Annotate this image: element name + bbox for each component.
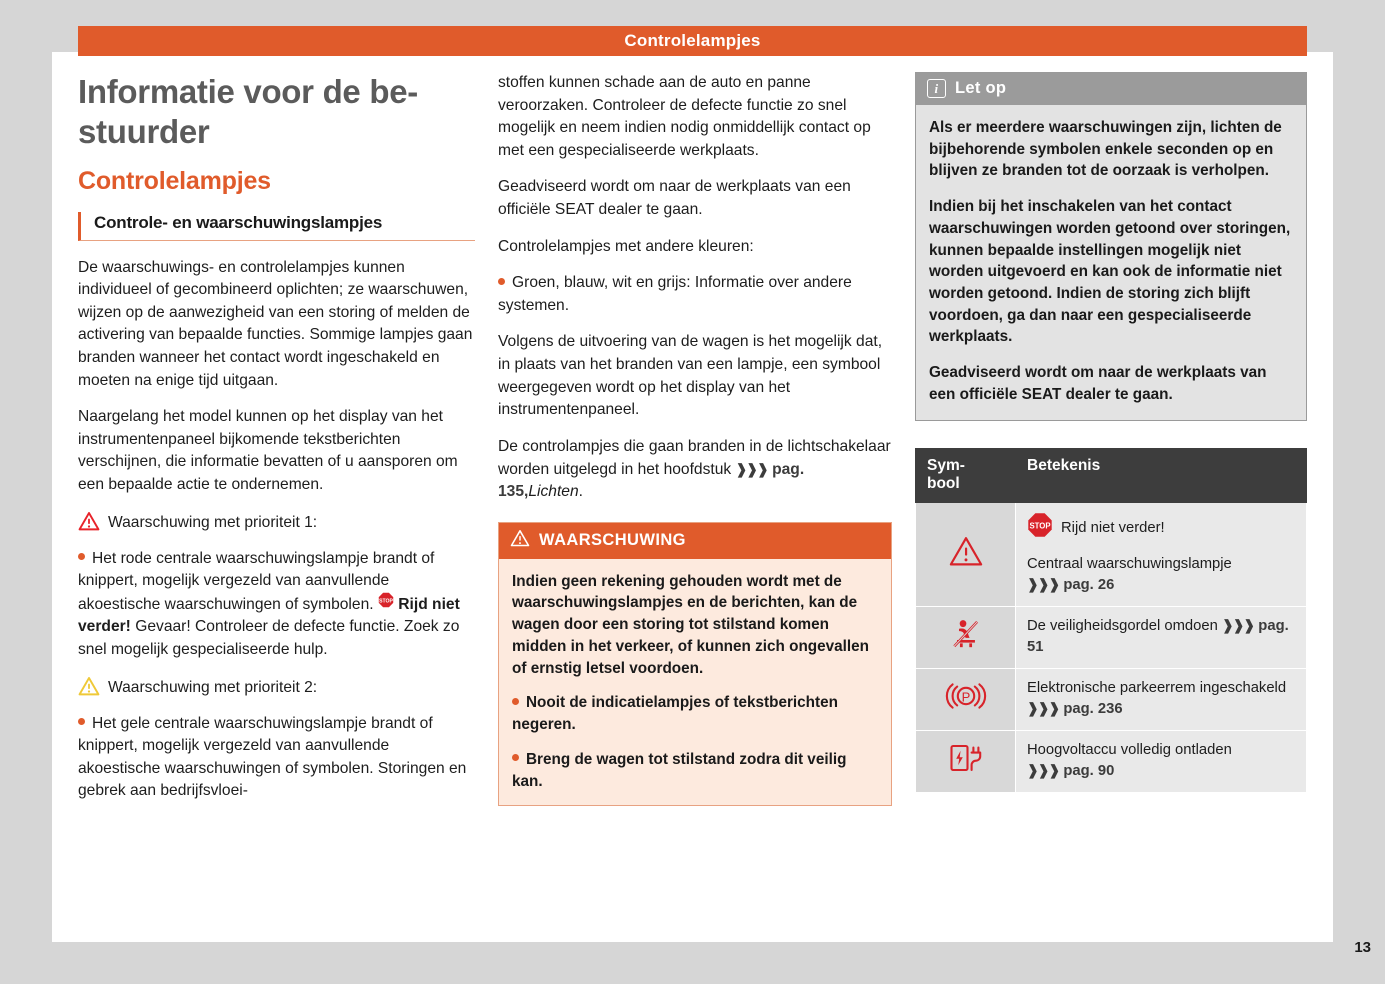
note-paragraph-2: Indien bij het inschakelen van het contact waarschuwingen worden getoond over storingen, kunnen bepaalde instellingen mogelijk niet worden uitgevoerd en kan ook de informatie niet worden getoond. Indien de storing zich blijft voordoen, ga dan naar een gespecialiseerde werkplaats. bbox=[929, 198, 1291, 346]
mid-5-text: De controlampjes die gaan branden in de lichtschakelaar worden uitgelegd in het hoofdstuk bbox=[498, 437, 891, 478]
column-middle bbox=[498, 72, 892, 806]
paragraph-intro-2: Naargelang het model kunnen op het display van het instrumentenpaneel bijkomende tekstberichten verschijnen, die informatie bevatten of u aansporen om een bepaalde actie te ondernemen. bbox=[78, 408, 458, 493]
mid-5-period: . bbox=[578, 483, 583, 501]
warning-callout-body bbox=[499, 559, 891, 805]
chapter-name-italic: Lichten bbox=[528, 483, 579, 501]
row-2-page-ref[interactable]: pag. 236 bbox=[1063, 700, 1123, 717]
paragraph-priority-2 bbox=[78, 713, 475, 803]
meaning-cell bbox=[1016, 730, 1307, 792]
chevron-triple-icon: ❱❱❱ bbox=[735, 460, 768, 477]
column-left bbox=[78, 72, 475, 806]
note-callout-box bbox=[915, 72, 1307, 421]
meaning-cell bbox=[1016, 606, 1307, 668]
page-reference-link[interactable]: pag. 135, bbox=[498, 460, 805, 501]
warning-callout-box bbox=[498, 522, 892, 806]
bullet-dot-icon bbox=[512, 698, 519, 705]
meaning-cell bbox=[1016, 502, 1307, 606]
row-3-page-ref[interactable]: pag. 90 bbox=[1063, 762, 1115, 779]
note-paragraph-1: Als er meerdere waarschuwingen zijn, lichten de bijbehorende symbolen enkele seconden op en blijven ze branden tot de oorzaak is verholpen. bbox=[929, 119, 1282, 180]
symbol-cell bbox=[916, 606, 1016, 668]
stop-sign-icon bbox=[1027, 512, 1053, 545]
symbol-cell bbox=[916, 668, 1016, 730]
warning-triangle-white-icon bbox=[510, 529, 530, 552]
row-1-text: De veiligheidsgordel omdoen bbox=[1027, 617, 1218, 634]
chevron-triple-icon: ❱❱❱ bbox=[1221, 616, 1255, 633]
paragraph-mid-3: Controlelampjes met andere kleuren: bbox=[498, 237, 754, 255]
priority-1-heading bbox=[78, 511, 475, 536]
paragraph-mid-2: Geadviseerd wordt om naar de werkplaats van een officiële SEAT dealer te gaan. bbox=[498, 178, 851, 219]
svg-text:P: P bbox=[961, 689, 970, 705]
symbol-cell bbox=[916, 730, 1016, 792]
chevron-triple-icon: ❱❱❱ bbox=[1027, 575, 1060, 592]
priority-1-text-b: Gevaar! Controleer de defecte functie. Zoek zo snel mogelijk gespecialiseerde hulp. bbox=[78, 618, 460, 659]
warning-bullet-2-text: Breng de wagen tot stilstand zodra dit veilig kan. bbox=[512, 750, 847, 790]
info-icon: i bbox=[927, 79, 946, 98]
stop-row bbox=[1027, 512, 1296, 545]
paragraph-mid-bullet bbox=[498, 272, 892, 317]
chevron-triple-icon: ❱❱❱ bbox=[1027, 699, 1060, 716]
chevron-triple-icon: ❱❱❱ bbox=[1027, 761, 1060, 778]
warning-callout-title: WAARSCHUWING bbox=[539, 530, 686, 549]
priority-2-label: Waarschuwing met prioriteit 2: bbox=[108, 679, 318, 697]
warning-bullet-1-text: Nooit de indicatielampjes of tekstberichten negeren. bbox=[512, 694, 838, 734]
row-0-text: Centraal waarschuwingslampje bbox=[1027, 555, 1232, 572]
warning-paragraph-1: Indien geen rekening gehouden wordt met de waarschuwingslampjes en de berichten, kan de wagen door een storing tot stilstand komen midden in het verkeer, of kunnen zich ongevallen of ernstig letsel voordoen. bbox=[512, 572, 870, 677]
stop-bold-text: Rijd niet verder! bbox=[78, 595, 460, 636]
table-header-row bbox=[916, 448, 1307, 502]
table-header-symbol: Sym- bool bbox=[916, 448, 1016, 502]
warning-triangle-red-icon bbox=[78, 511, 100, 536]
subsection-heading: Controle- en waarschuwingslampjes bbox=[78, 212, 475, 241]
page-header-title: Controlelampjes bbox=[624, 31, 761, 50]
warning-bullet-1 bbox=[512, 692, 878, 735]
priority-1-label: Waarschuwing met prioriteit 1: bbox=[108, 514, 318, 532]
page-number: 13 bbox=[1354, 939, 1371, 956]
paragraph-mid-1: stoffen kunnen schade aan de auto en panne veroorzaken. Controleer de defecte functie zo snel mogelijk en neem indien nodig onmiddellijk contact op met een gespecialiseerde werkplaats. bbox=[498, 74, 871, 159]
bullet-dot-icon bbox=[78, 718, 85, 725]
table-header-meaning: Betekenis bbox=[1016, 448, 1307, 502]
seatbelt-icon bbox=[949, 639, 983, 655]
column-right bbox=[915, 72, 1307, 806]
table-row bbox=[916, 606, 1307, 668]
warning-callout-header bbox=[499, 523, 891, 559]
page-columns bbox=[78, 72, 1307, 806]
section-heading: Controlelampjes bbox=[78, 166, 271, 195]
svg-text:STOP: STOP bbox=[1029, 521, 1051, 531]
row-2-text: Elektronische parkeerrem ingeschakeld bbox=[1027, 679, 1287, 696]
row-0-page-ref[interactable]: pag. 26 bbox=[1063, 576, 1115, 593]
row-meaning-text bbox=[1027, 554, 1296, 596]
symbol-meaning-table bbox=[915, 448, 1307, 793]
note-callout-body bbox=[916, 105, 1306, 420]
table-row bbox=[916, 502, 1307, 606]
row-3-text: Hoogvoltaccu volledig ontladen bbox=[1027, 741, 1232, 758]
meaning-cell bbox=[1016, 668, 1307, 730]
warning-bullet-2 bbox=[512, 749, 878, 792]
note-paragraph-3: Geadviseerd wordt om naar de werkplaats van een officiële SEAT dealer te gaan. bbox=[929, 364, 1267, 403]
svg-text:STOP: STOP bbox=[379, 598, 393, 605]
bullet-dot-icon bbox=[512, 754, 519, 761]
note-callout-title: Let op bbox=[955, 79, 1007, 97]
table-row bbox=[916, 730, 1307, 792]
page-title: Informatie voor de be-stuurder bbox=[78, 73, 418, 151]
warning-triangle-icon bbox=[948, 555, 984, 571]
priority-2-text: Het gele centrale waarschuwingslampje brandt of knippert, mogelijk vergezeld van aanvullende akoestische waarschuwingen of symbolen. Storingen en gebrek aan bedrijfsvloei- bbox=[78, 714, 467, 800]
paragraph-mid-4: Volgens de uitvoering van de wagen is het mogelijk dat, in plaats van het branden van een lampje, een symbool weergegeven wordt op het display van het instrumentenpaneel. bbox=[498, 333, 883, 419]
paragraph-priority-1 bbox=[78, 548, 475, 662]
note-callout-header bbox=[916, 73, 1306, 105]
mid-bullet-text: Groen, blauw, wit en grijs: Informatie over andere systemen. bbox=[498, 274, 852, 314]
stop-sign-icon bbox=[378, 595, 398, 612]
ev-charging-icon bbox=[947, 763, 985, 779]
row-1-page-ref[interactable]: pag. 51 bbox=[1027, 617, 1289, 655]
page-header-bar bbox=[78, 26, 1307, 56]
row-stop-label: Rijd niet verder! bbox=[1061, 519, 1165, 536]
priority-2-heading bbox=[78, 676, 475, 701]
paragraph-mid-5 bbox=[498, 436, 892, 504]
priority-1-text-a: Het rode centrale waarschuwingslampje brandt of knippert, mogelijk vergezeld van aanvullende akoestische waarschuwingen of symbolen. bbox=[78, 549, 435, 613]
bullet-dot-icon bbox=[498, 278, 505, 285]
table-row bbox=[916, 668, 1307, 730]
parking-brake-icon bbox=[943, 689, 989, 715]
paragraph-intro-1: De waarschuwings- en controlelampjes kunnen individueel of gecombineerd oplichten; ze waarschuwen, wijzen op de aanwezigheid van een storing of melden de activering van bepaalde functies. Sommige lampjes gaan branden wanneer het contact wordt ingeschakeld en moeten na enige tijd uitgaan. bbox=[78, 258, 473, 389]
bullet-dot-icon bbox=[78, 553, 85, 560]
warning-triangle-yellow-icon bbox=[78, 676, 100, 701]
symbol-cell bbox=[916, 502, 1016, 606]
